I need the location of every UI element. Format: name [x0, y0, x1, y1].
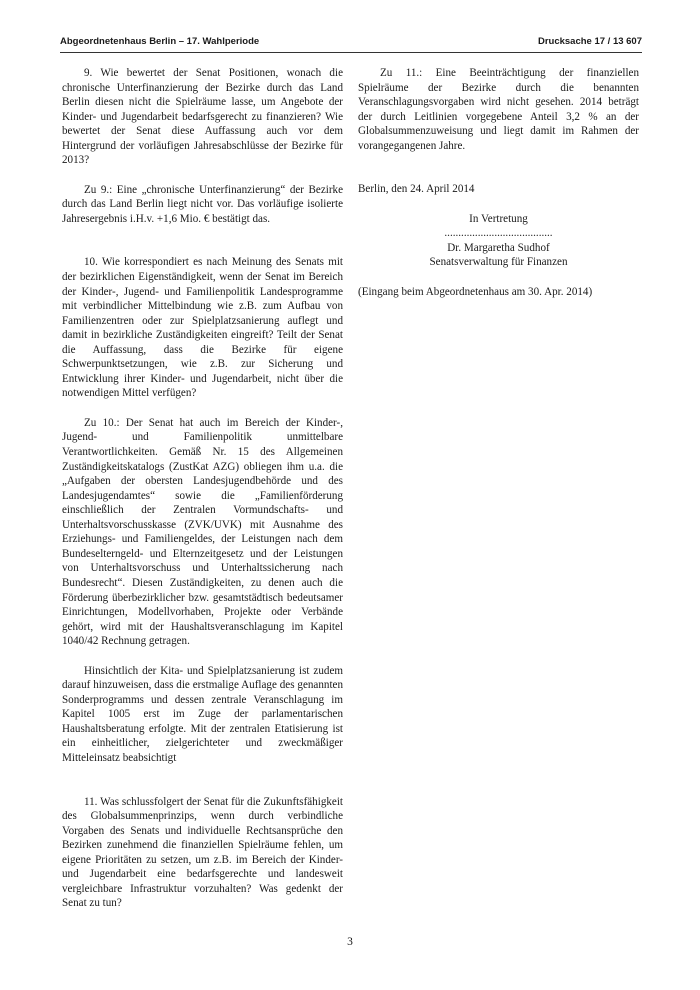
page-header — [60, 36, 642, 47]
right-column — [358, 66, 639, 300]
answer-10-continued: Hinsichtlich der Kita- und Spielplatzsanierung ist zudem darauf hinzuweisen, dass die erstmalige Auflage des genannten Sonderprogramms und dessen zentrale Veranschlagung im Kapitel 1005 erst im Zuge der parlamentarischen Haushaltsberatung erfolgte. Mit der zentralen Etatisierung ist ein einheitlicher, zielgerichteter und zweckmäßiger Mitteleinsatz beabsichtigt — [62, 664, 343, 764]
answer-10: Zu 10.: Der Senat hat auch im Bereich der Kinder-, Jugend- und Familienpolitik unmittelbare Verantwortlichkeiten. Gemäß Nr. 15 des Allgemeinen Zuständigkeitskatalogs (ZustKat AZG) obliegen ihm u.a. die „Aufgaben der obersten Landesjugendbehörde und des Landesjugendamtes“ sowie die „Familienförderung einschließlich der Zentralen Vormundschafts- und Unterhaltsvorschusskasse (ZVK/UVK) mit Ausnahme des Erziehungs- und Familiengeldes, der Leistungen nach dem Bundeselterngeld- und Elternzeitgesetz und der Leistungen von Unterhaltsvorschuss und Unterhaltssicherung nach Bundesrecht“. Diesen Zuständigkeiten, zu denen auch die Förderung überbezirklicher bzw. gesamtstädtisch bedeutsamer Einrichtungen, Modellvorhaben, Projekte oder Verbände gehört, wird mit der Haushaltsveranschlagung im Kapitel 1040/42 Rechnung getragen. — [62, 416, 343, 648]
header-rule — [60, 52, 642, 53]
answer-9: Zu 9.: Eine „chronische Unterfinanzierung“ der Bezirke durch das Land Berlin liegt nicht vor. Das vorläufige isolierte Jahresergebnis i.H.v. +1,6 Mio. € bestätigt das. — [62, 183, 343, 225]
header-left: Abgeordnetenhaus Berlin – 17. Wahlperiode — [60, 36, 260, 47]
answer-11: Zu 11.: Eine Beeinträchtigung der finanziellen Spielräume der Bezirke durch die benannten Veranschlagungsvorgaben wird nicht gesehen. 2014 beträgt der durch Leitlinien vorgegebene Anteil 3,2 % an der Globalsummenzuweisung und liegt damit im Rahmen der vorangegangenen Jahre. — [358, 67, 639, 152]
page-number: 3 — [347, 936, 353, 948]
signer-name: Dr. Margaretha Sudhof — [447, 241, 550, 254]
question-10: 10. Wie korrespondiert es nach Meinung des Senats mit der bezirklichen Eigenständigkeit, wenn der Senat im Bereich der Kinder-, Jugend- und Familienpolitik Landesprogramme mit verbindlicher Mittelbindung wie z.B. zum Aufbau von Familienzentren oder zur Spielplatzsanierung auflegt und damit in bezirkliche Zuständigkeiten eingreift? Teilt der Senat die Auffassung, dass die Bezirke für eigene Schwerpunktsetzungen, wie z.B. zur Sicherung und Entwicklung ihrer Kinder- und Jugendarbeit, nicht über die notwendigen Mittel verfügen? — [62, 256, 343, 400]
receipt-note: (Eingang beim Abgeordnetenhaus am 30. Apr. 2014) — [358, 286, 593, 299]
header-right: Drucksache 17 / 13 607 — [537, 36, 642, 47]
department: Senatsverwaltung für Finanzen — [429, 256, 568, 269]
in-vertretung: In Vertretung — [469, 212, 528, 225]
left-column — [62, 66, 343, 911]
signature-line: ....................................... — [444, 227, 553, 240]
date-line: Berlin, den 24. April 2014 — [358, 183, 475, 196]
question-9: 9. Wie bewertet der Senat Positionen, wonach die chronische Unterfinanzierung der Bezirke durch das Land Berlin diesen nicht die Spielräume lasse, um Angebote der Kinder- und Jugendarbeit bedarfsgerecht zu finanzieren? Wie bewertet der Senat diese Auffassung auch vor dem Hintergrund der vorläufigen Jahresabschlüsse der Bezirke für 2013? — [62, 67, 343, 167]
question-11: 11. Was schlussfolgert der Senat für die Zukunftsfähigkeit des Globalsummenprinzips, wenn durch verbindliche Vorgaben des Senats und individuelle Rechtsansprüche den Bezirken zunehmend die finanziellen Spielräume fehlen, um eigene Prioritäten zu setzen, um z.B. im Bereich der Kinder- und Jugendarbeit eine bedarfsgerechte und landesweit vergleichbare Infrastruktur vorzuhalten? Was gedenkt der Senat zu tun? — [62, 795, 343, 910]
